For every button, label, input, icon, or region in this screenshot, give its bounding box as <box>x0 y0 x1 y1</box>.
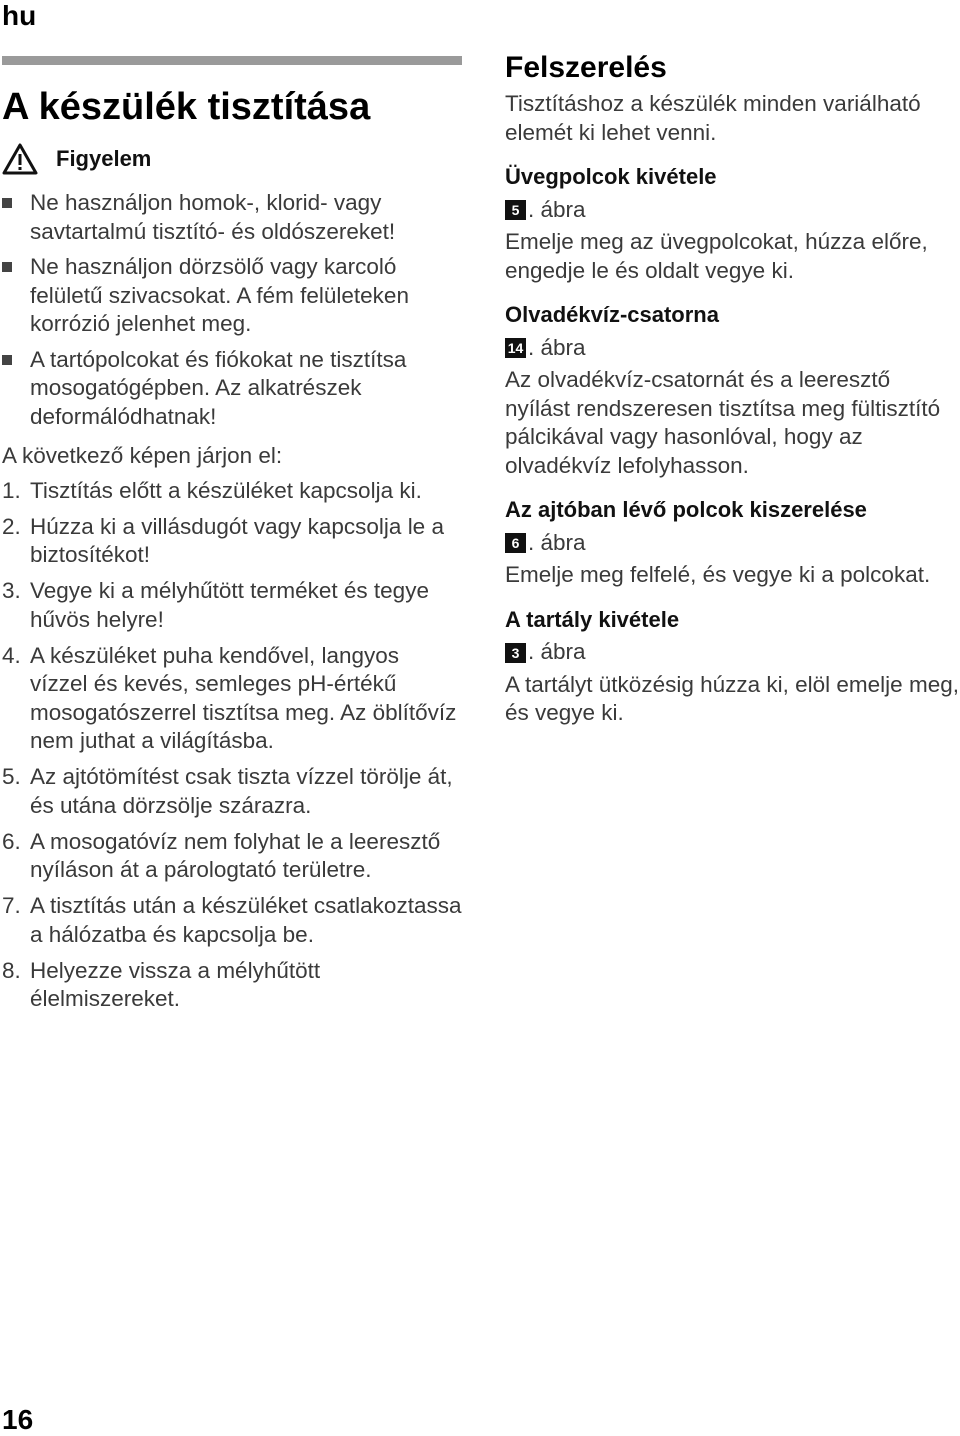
section-intro: Tisztításhoz a készülék minden variálható elemét ki lehet venni. <box>505 91 921 145</box>
warning-list <box>2 189 462 431</box>
subsection-heading: Üvegpolcok kivétele <box>505 164 717 189</box>
step-item: 6. A mosogatóvíz nem folyhat le a leeresztő nyíláson át a párologtató területre. <box>2 828 441 882</box>
subsection-heading: Olvadékvíz-csatorna <box>505 302 719 327</box>
figure-reference: 3 . ábra <box>505 639 960 667</box>
figure-number-badge: 3 <box>505 643 526 663</box>
section-rule <box>2 56 462 65</box>
step-item: 1. Tisztítás előtt a készüléket kapcsolja ki. <box>2 477 422 503</box>
right-column <box>505 50 960 728</box>
step-item: 4. A készüléket puha kendővel, langyos vízzel és kevés, semleges pH-értékű mosogatószerrel tisztítsa meg. Az öblítővíz nem juthat a világításba. <box>2 642 457 753</box>
warning-header <box>2 139 462 179</box>
warning-item: Ne használjon homok-, klorid- vagy savtartalmú tisztító- és oldószereket! <box>2 189 462 246</box>
subsection-text: A tartályt ütközésig húzza ki, elöl emelje meg, és vegye ki. <box>505 671 959 725</box>
section-title: Felszerelés <box>505 51 667 84</box>
steps-intro: A következő képen járjon el: <box>2 443 283 468</box>
figure-reference: 14 . ábra <box>505 334 960 362</box>
left-column <box>2 56 462 1021</box>
step-item: 8. Helyezze vissza a mélyhűtött élelmiszereket. <box>2 957 321 1011</box>
subsection-heading: Az ajtóban lévő polcok kiszerelése <box>505 497 867 522</box>
figure-number-badge: 5 <box>505 200 526 220</box>
warning-item: Ne használjon dörzsölő vagy karcoló felületű szivacsokat. A fém felületeken korrózió jelenhet meg. <box>2 253 462 339</box>
figure-number-badge: 6 <box>505 533 526 553</box>
subsection-text: Emelje meg az üvegpolcokat, húzza előre, engedje le és oldalt vegye ki. <box>505 229 928 283</box>
subsection-text: Az olvadékvíz-csatornát és a leeresztő nyílást rendszeresen tisztítsa meg fültisztító pálcikával vagy hasonlóval, hogy az olvadékvíz lefolyhasson. <box>505 367 941 478</box>
bullet-square-icon <box>2 262 12 272</box>
figure-reference: 6 . ábra <box>505 529 960 557</box>
warning-triangle-icon <box>2 143 38 175</box>
warning-label: Figyelem <box>56 146 152 171</box>
cleaning-steps <box>2 477 462 1014</box>
figure-number-badge: 14 <box>505 338 526 358</box>
language-label: hu <box>2 0 37 31</box>
step-item: 2. Húzza ki a villásdugót vagy kapcsolja le a biztosítékot! <box>2 513 444 567</box>
bullet-square-icon <box>2 355 12 365</box>
bullet-square-icon <box>2 198 12 208</box>
subsection-heading: A tartály kivétele <box>505 606 680 632</box>
subsection-text: Emelje meg felfelé, és vegye ki a polcokat. <box>505 562 931 587</box>
page-title: A készülék tisztítása <box>2 86 371 128</box>
warning-item: A tartópolcokat és fiókokat ne tisztítsa mosogatógépben. Az alkatrészek deformálódhatnak! <box>2 346 462 432</box>
figure-reference: 5 . ábra <box>505 196 960 224</box>
page-number: 16 <box>2 1404 34 1435</box>
step-item: 5. Az ajtótömítést csak tiszta vízzel törölje át, és utána dörzsölje szárazra. <box>2 764 453 818</box>
step-item: 7. A tisztítás után a készüléket csatlakoztassa a hálózatba és kapcsolja be. <box>2 893 462 947</box>
step-item: 3. Vegye ki a mélyhűtött terméket és tegye hűvös helyre! <box>2 578 429 632</box>
